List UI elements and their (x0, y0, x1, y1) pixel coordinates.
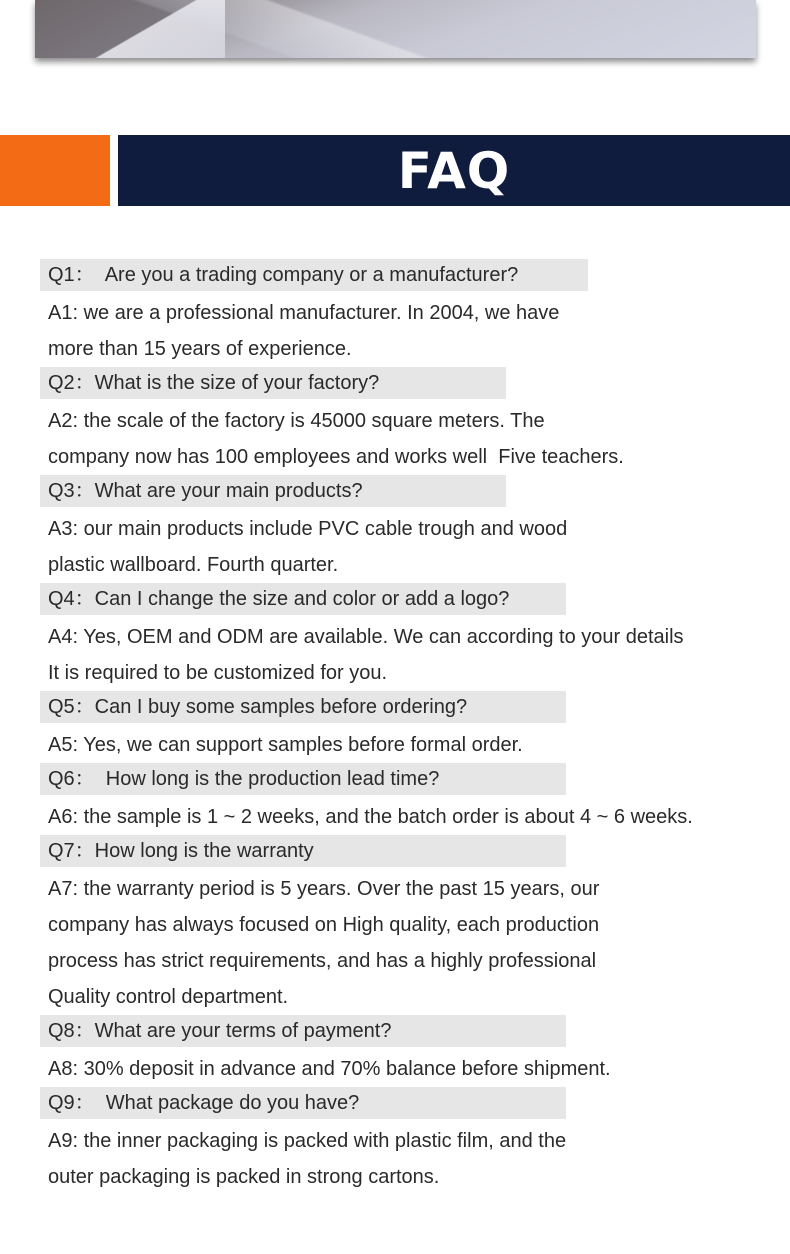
faq-answer-line: A1: we are a professional manufacturer. In 2004, we have (48, 302, 560, 324)
faq-question-3: Q3：What are your main products? (40, 475, 506, 507)
faq-answer-line: A3: our main products include PVC cable trough and wood (48, 518, 568, 540)
faq-answer-line: more than 15 years of experience. (48, 338, 352, 360)
faq-question-8: Q8：What are your terms of payment? (40, 1015, 566, 1047)
faq-question-2: Q2：What is the size of your factory? (40, 367, 506, 399)
photo-highlight (35, 0, 756, 58)
faq-answer-line: A4: Yes, OEM and ODM are available. We can according to your details (48, 626, 684, 648)
faq-answer-line: A5: Yes, we can support samples before formal order. (48, 734, 523, 756)
faq-answer-line: A9: the inner packaging is packed with plastic film, and the (48, 1130, 567, 1152)
product-photo-strip (35, 0, 756, 58)
faq-answer-line: A7: the warranty period is 5 years. Over the past 15 years, our (48, 878, 600, 900)
faq-answer-line: A6: the sample is 1 ~ 2 weeks, and the batch order is about 4 ~ 6 weeks. (48, 806, 693, 828)
faq-answer-line: A8: 30% deposit in advance and 70% balance before shipment. (48, 1058, 611, 1080)
faq-title: FAQ (397, 141, 511, 200)
faq-list (40, 259, 740, 1195)
header-orange-accent (0, 135, 110, 206)
faq-question-7: Q7：How long is the warranty (40, 835, 566, 867)
faq-answer-line: company has always focused on High quality, each production (48, 914, 600, 936)
faq-answer-line: A2: the scale of the factory is 45000 square meters. The (48, 410, 545, 432)
faq-question-6: Q6： How long is the production lead time? (40, 763, 566, 795)
faq-answer-line: company now has 100 employees and works well Five teachers. (48, 446, 624, 468)
faq-header-banner (118, 135, 790, 206)
faq-question-4: Q4：Can I change the size and color or add a logo? (40, 583, 566, 615)
faq-answer-line: process has strict requirements, and has a highly professional (48, 950, 597, 972)
faq-answer-line: It is required to be customized for you. (48, 662, 388, 684)
faq-question-5: Q5：Can I buy some samples before ordering? (40, 691, 566, 723)
faq-question-9: Q9： What package do you have? (40, 1087, 566, 1119)
faq-answer-line: Quality control department. (48, 986, 289, 1008)
faq-answer-line: outer packaging is packed in strong cartons. (48, 1166, 440, 1188)
faq-answer-line: plastic wallboard. Fourth quarter. (48, 554, 339, 576)
faq-question-1: Q1： Are you a trading company or a manufacturer? (40, 259, 588, 291)
